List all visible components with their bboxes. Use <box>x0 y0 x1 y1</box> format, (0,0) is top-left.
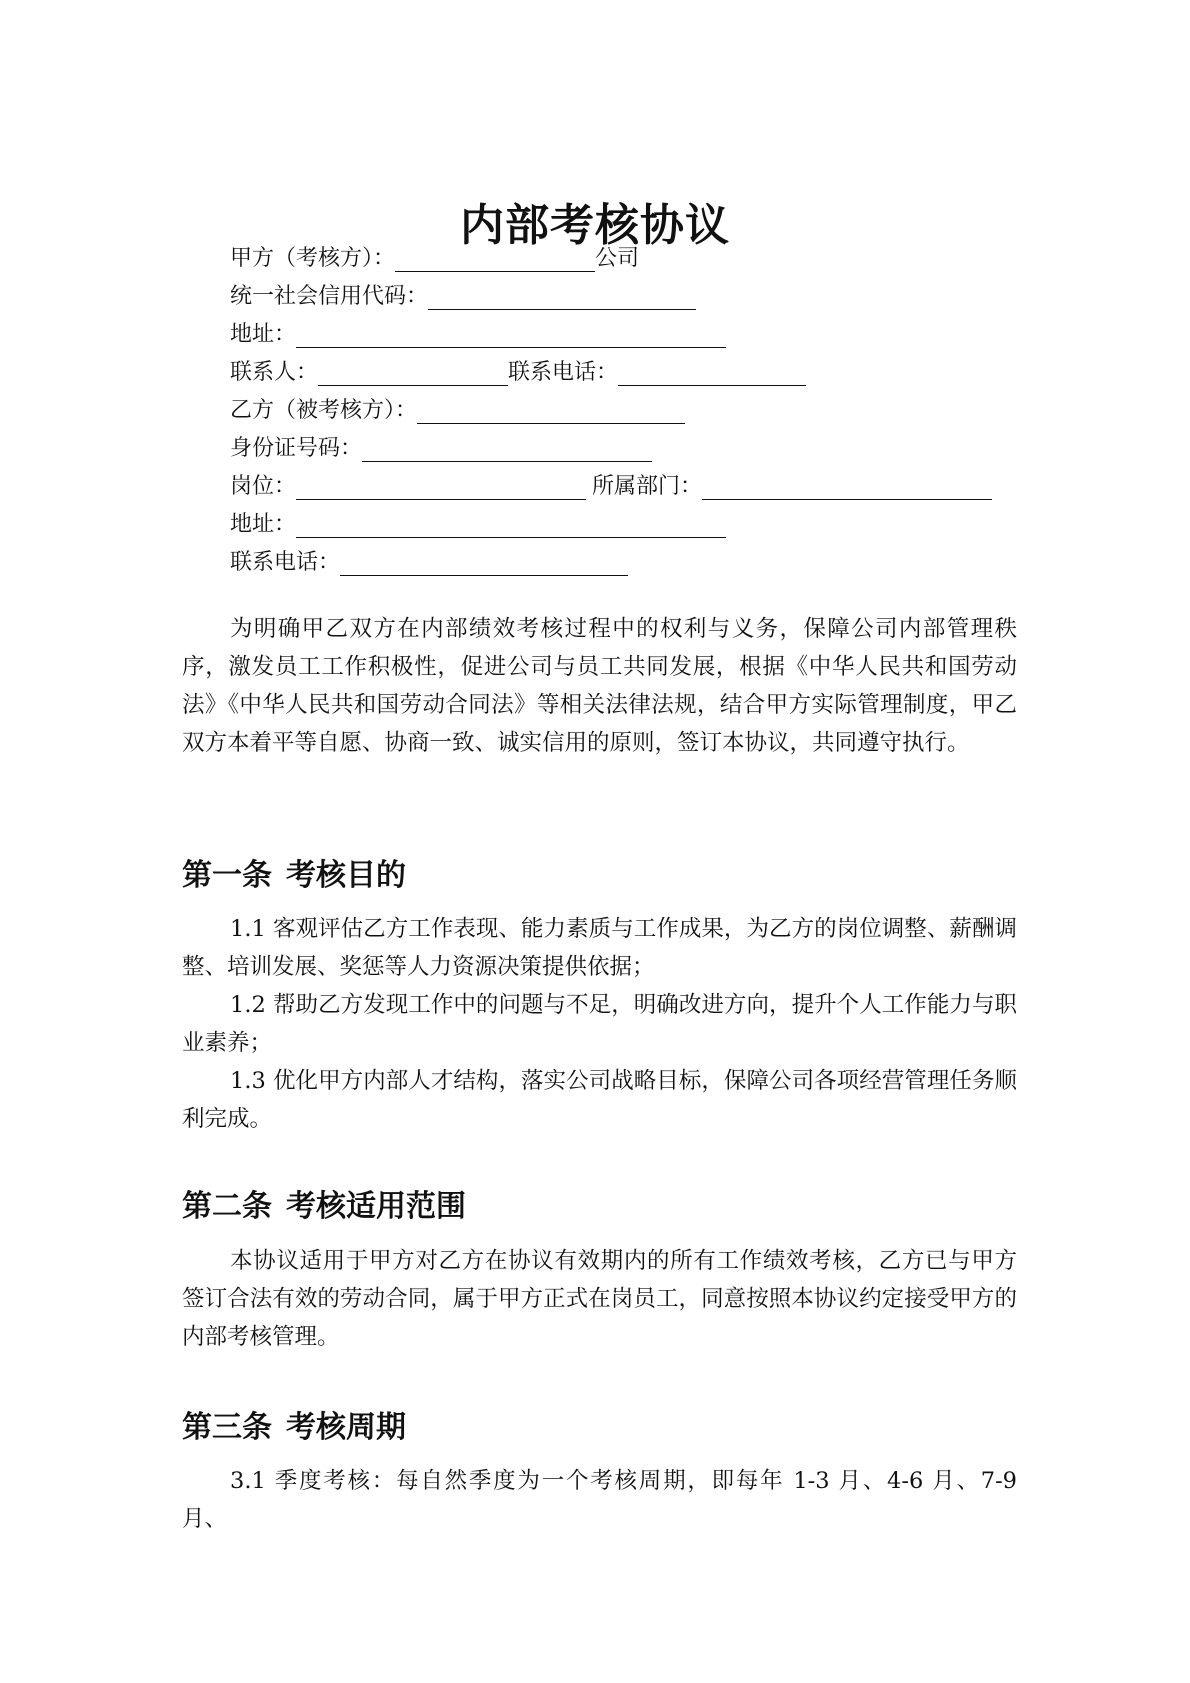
contact-phone-label: 联系电话： <box>508 360 619 385</box>
phone-b-blank[interactable] <box>340 547 628 576</box>
party-b-blank[interactable] <box>417 395 685 424</box>
party-a-suffix: 公司 <box>595 246 640 271</box>
id-field <box>230 430 652 468</box>
section-number: 第三条 <box>182 1410 272 1445</box>
credit-code-blank[interactable] <box>428 281 696 310</box>
department-label: 所属部门： <box>592 474 703 499</box>
address-b-blank[interactable] <box>296 509 726 538</box>
section-1-paragraph-2: 1.2 帮助乙方发现工作中的问题与不足，明确改进方向，提升个人工作能力与职业素养； <box>182 992 1017 1056</box>
address-a-blank[interactable] <box>296 319 726 348</box>
id-blank[interactable] <box>362 433 652 462</box>
credit-code-field <box>230 278 696 316</box>
party-b-label: 乙方（被考核方）： <box>230 398 418 423</box>
position-field <box>230 468 992 506</box>
party-a-field <box>230 240 639 278</box>
id-label: 身份证号码： <box>230 436 363 461</box>
address-a-field <box>230 316 726 354</box>
section-2-paragraph-1: 本协议适用于甲方对乙方在协议有效期内的所有工作绩效考核，乙方已与甲方签订合法有效的劳动合同，属于甲方正式在岗员工，同意按照本协议约定接受甲方的内部考核管理。 <box>182 1248 1017 1350</box>
party-a-blank[interactable] <box>395 243 595 272</box>
party-a-label: 甲方（考核方）： <box>230 246 396 271</box>
contact-blank[interactable] <box>318 357 508 386</box>
section-3-paragraph-1: 3.1 季度考核：每自然季度为一个考核周期，即每年 1-3 月、4-6 月、7-9 月、 <box>182 1468 1017 1532</box>
address-b-field <box>230 506 726 544</box>
section-title: 考核适用范围 <box>286 1189 466 1224</box>
document-title: 内部考核协议 <box>460 200 730 251</box>
section-1-paragraph-1: 1.1 客观评估乙方工作表现、能力素质与工作成果，为乙方的岗位调整、薪酬调整、培训发展、奖惩等人力资源决策提供依据； <box>182 916 1017 980</box>
contact-field <box>230 354 806 392</box>
position-label: 岗位： <box>230 474 297 499</box>
position-blank[interactable] <box>296 471 586 500</box>
address-b-label: 地址： <box>230 512 297 537</box>
contact-label: 联系人： <box>230 360 319 385</box>
section-1-paragraph-3: 1.3 优化甲方内部人才结构，落实公司战略目标，保障公司各项经营管理任务顺利完成。 <box>182 1068 1017 1132</box>
section-heading-3 <box>182 1407 406 1449</box>
section-number: 第一条 <box>182 858 272 893</box>
address-a-label: 地址： <box>230 322 297 347</box>
phone-b-field <box>230 544 628 582</box>
department-blank[interactable] <box>702 471 992 500</box>
section-title: 考核目的 <box>286 858 406 893</box>
section-number: 第二条 <box>182 1189 272 1224</box>
section-heading-2 <box>182 1186 466 1228</box>
party-b-field <box>230 392 685 430</box>
phone-b-label: 联系电话： <box>230 550 341 575</box>
section-heading-1 <box>182 855 406 897</box>
intro-paragraph: 为明确甲乙双方在内部绩效考核过程中的权利与义务，保障公司内部管理秩序，激发员工工作积极性，促进公司与员工共同发展，根据《中华人民共和国劳动法》《中华人民共和国劳动合同法》等相关法律法规，结合甲方实际管理制度，甲乙双方本着平等自愿、协商一致、诚实信用的原则，签订本协议，共同遵守执行。 <box>182 616 1017 756</box>
section-title: 考核周期 <box>286 1410 406 1445</box>
credit-code-label: 统一社会信用代码： <box>230 284 429 309</box>
contact-phone-blank[interactable] <box>618 357 806 386</box>
